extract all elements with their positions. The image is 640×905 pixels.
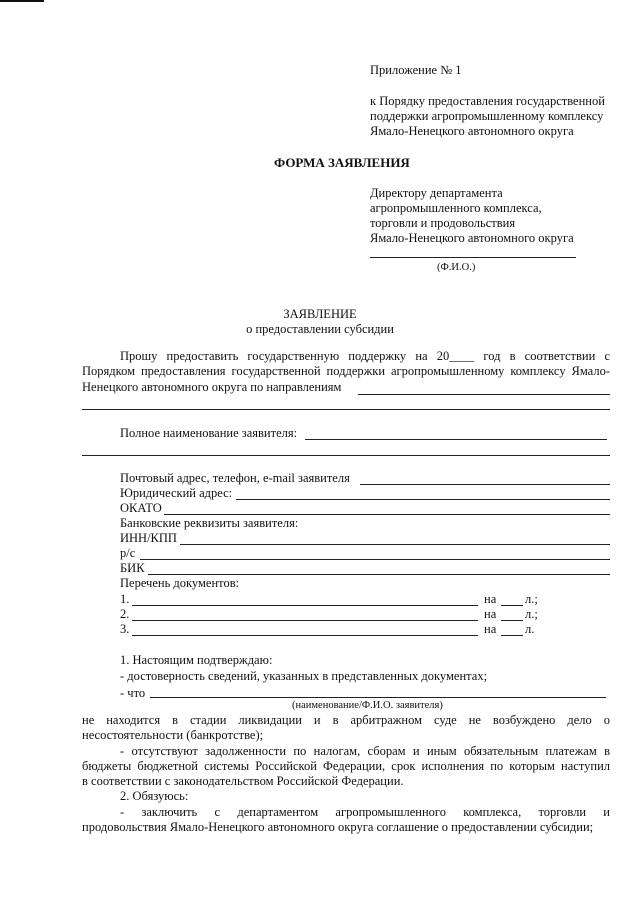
reference-line-2: поддержки агропромышленному комплексу	[370, 109, 604, 123]
inn-kpp-label: ИНН/КПП	[120, 531, 177, 545]
full-name-label: Полное наименование заявителя:	[120, 426, 298, 440]
full-name-blank[interactable]	[305, 439, 607, 440]
doc-1-pages: л.;	[525, 592, 538, 606]
doc-3-on: на	[484, 622, 497, 636]
directions-blank-1[interactable]	[358, 394, 610, 395]
applicant-name-blank[interactable]	[150, 697, 606, 698]
bank-details-label: Банковские реквизиты заявителя:	[120, 516, 299, 530]
confirm-item-3-line-1: - отсутствуют задолженности по налогам, сборам и иным обязательным платежам в	[120, 744, 610, 758]
account-label: р/с	[120, 546, 136, 560]
doc-1-on: на	[484, 592, 497, 606]
account-blank[interactable]	[140, 559, 610, 560]
full-name-blank-2[interactable]	[82, 455, 610, 456]
applicant-name-caption: (наименование/Ф.И.О. заявителя)	[292, 700, 443, 711]
oblige-item-1-line-2: продовольствия Ямало-Ненецкого автономного округа соглашение о предоставлении субсидии;	[82, 820, 594, 834]
confirm-heading: 1. Настоящим подтверждаю:	[120, 653, 273, 667]
statement-subtitle: о предоставлении субсидии	[246, 322, 394, 336]
doc-3-number: 3.	[120, 622, 130, 636]
request-line-3: Ненецкого автономного округа по направлениям	[82, 380, 342, 394]
inn-kpp-blank[interactable]	[180, 544, 610, 545]
bik-blank[interactable]	[148, 574, 610, 575]
doc-2-pages-blank[interactable]	[501, 620, 523, 621]
documents-label: Перечень документов:	[120, 576, 240, 590]
bik-label: БИК	[120, 561, 145, 575]
directions-blank-2[interactable]	[82, 409, 610, 410]
doc-1-number: 1.	[120, 592, 130, 606]
request-line-1: Прошу предоставить государственную поддержку на 20____ год в соответствии с	[120, 349, 610, 363]
doc-2-pages: л.;	[525, 607, 538, 621]
fio-caption: (Ф.И.О.)	[437, 262, 476, 273]
doc-3-pages: л.	[525, 622, 535, 636]
confirm-item-3-line-3: в соответствии с законодательством Российской Федерации.	[82, 774, 404, 788]
addressee-line-1: Директору департамента	[370, 186, 503, 200]
confirm-item-3-line-2: бюджеты бюджетной системы Российской Федерации, срок исполнения по которым наступил	[82, 759, 610, 773]
doc-3-blank[interactable]	[132, 635, 478, 636]
oblige-item-1-line-1: - заключить с департаментом агропромышленного комплекса, торговли и	[120, 805, 610, 819]
legal-address-label: Юридический адрес:	[120, 486, 233, 500]
confirm-item-2-prefix: - что	[120, 686, 146, 700]
fio-blank-line[interactable]	[370, 257, 576, 258]
addressee-line-3: торговли и продовольствия	[370, 216, 516, 230]
confirm-item-1: - достоверность сведений, указанных в представленных документах;	[120, 669, 488, 683]
reference-line-3: Ямало-Ненецкого автономного округа	[370, 124, 574, 138]
scan-corner-mark	[0, 0, 44, 2]
confirm-item-2-line-2: несостоятельности (банкротстве);	[82, 728, 264, 742]
postal-address-label: Почтовый адрес, телефон, e-mail заявителя	[120, 471, 350, 485]
addressee-line-2: агропромышленного комплекса,	[370, 201, 542, 215]
okato-label: ОКАТО	[120, 501, 162, 515]
appendix-number: Приложение № 1	[370, 63, 462, 77]
doc-1-pages-blank[interactable]	[501, 605, 523, 606]
okato-blank[interactable]	[164, 514, 610, 515]
doc-3-pages-blank[interactable]	[501, 635, 523, 636]
doc-1-blank[interactable]	[132, 605, 478, 606]
form-title: ФОРМА ЗАЯВЛЕНИЯ	[274, 155, 410, 170]
doc-2-blank[interactable]	[132, 620, 478, 621]
doc-2-number: 2.	[120, 607, 130, 621]
doc-2-on: на	[484, 607, 497, 621]
request-line-2: Порядком предоставления государственной поддержки агропромышленному комплексу Ямало-	[82, 364, 610, 378]
statement-title: ЗАЯВЛЕНИЕ	[283, 307, 357, 321]
postal-address-blank[interactable]	[360, 484, 610, 485]
oblige-heading: 2. Обязуюсь:	[120, 789, 189, 803]
reference-line-1: к Порядку предоставления государственной	[370, 94, 605, 108]
addressee-line-4: Ямало-Ненецкого автономного округа	[370, 231, 574, 245]
legal-address-blank[interactable]	[236, 499, 610, 500]
confirm-item-2-line-1: не находится в стадии ликвидации и в арбитражном суде не возбуждено дело о	[82, 713, 610, 727]
